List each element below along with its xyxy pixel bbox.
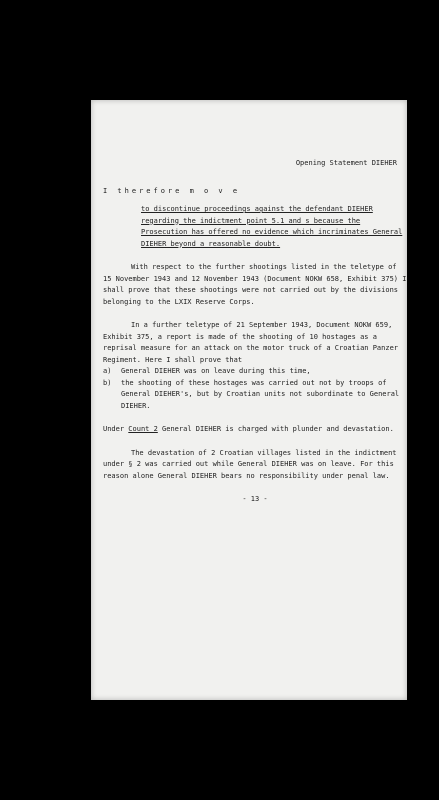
page-header: Opening Statement DIEHER <box>295 159 397 167</box>
paragraph-teletype: In a further teletype of 21 September 1943, Document NOKW 659, Exhibit 375, a report is made of the shooting of 10 hostages as a reprisal measure for an attack on the motor truck of a Croatian Panzer Regiment. Here I shall prove that <box>103 321 399 364</box>
paragraph-devastation: The devastation of 2 Croatian villages listed in the indictment under § 2 was carried out while General DIEHER was on leave. For this reason alone General DIEHER bears no responsibility under penal law. <box>103 448 397 480</box>
item-label: a) <box>103 367 112 375</box>
item-list <box>103 366 407 412</box>
motion-intro: I therefore m o v e <box>103 186 241 195</box>
item-text: General DIEHER was on leave during this time, <box>121 367 311 375</box>
page-number: - 13 - <box>242 495 268 503</box>
document-page <box>91 100 407 700</box>
paragraph-further-shootings: With respect to the further shootings listed in the teletype of 15 November 1943 and 12 November 1943 (Document NOKW 658, Exhibit 375) I shall prove that these shootings were not carried out by the divisions belonging to the LXIX Reserve Corps. <box>103 263 407 306</box>
count-prefix: Under <box>103 425 125 433</box>
list-item <box>103 378 407 413</box>
count-label: Count 2 <box>128 425 158 433</box>
item-text: the shooting of these hostages was carried out not by troops of General DIEHER's, but by Croatian units not subordinate to General DIEHER. <box>121 378 400 410</box>
item-label: b) <box>103 378 112 387</box>
count-suffix: General DIEHER is charged with plunder and devastation. <box>162 425 394 433</box>
paragraph-count-2 <box>103 424 407 436</box>
list-item <box>103 366 407 378</box>
document-body <box>103 158 407 506</box>
motion-text: to discontinue proceedings against the defendant DIEHER regarding the indictment point 5.1 and s because the Prosecution has offered no evidence which incriminates General DIEHER beyond a reasonable doubt. <box>141 205 403 248</box>
